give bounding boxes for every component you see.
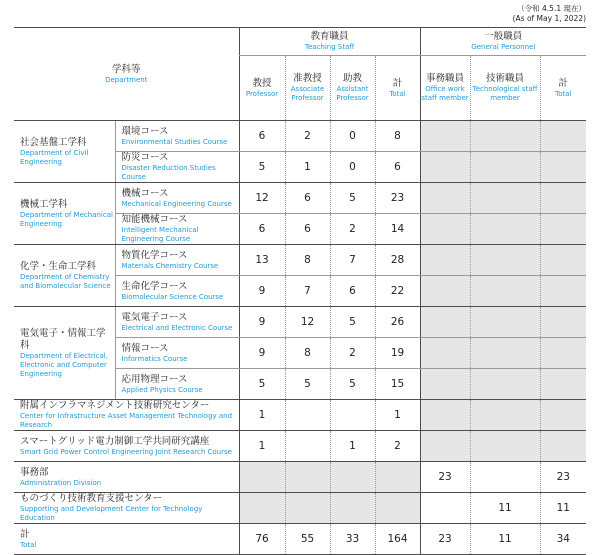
course-name: [115, 183, 239, 214]
course-name: [115, 369, 239, 400]
table-row: [14, 245, 586, 276]
column-header-3-en: Total: [389, 89, 406, 98]
column-header-6-jp: 計: [558, 77, 569, 89]
department-name-en: Department of Chemistry and Biomolecular Science: [20, 272, 111, 290]
course-name-en: Disaster Reduction Studies Course: [121, 164, 216, 181]
unit-name-en: Supporting and Development Center for Technology Education: [20, 505, 203, 522]
column-header-5-jp: 技術職員: [486, 73, 525, 84]
column-header-6: [540, 56, 586, 121]
value-cell: 22: [375, 276, 420, 307]
value-cell: 2: [285, 121, 330, 152]
total-label-en: Total: [20, 540, 37, 549]
table-row: [14, 183, 586, 214]
value-cell: [540, 369, 586, 400]
department-name: [14, 121, 115, 183]
value-cell: 6: [375, 152, 420, 183]
value-cell: 5: [239, 369, 285, 400]
column-header-1-en: Associate Professor: [290, 85, 325, 102]
course-name-en: Materials Chemistry Course: [121, 261, 219, 270]
unit-name-jp: スマートグリッド電力制御工学共同研究講座: [20, 435, 210, 447]
column-header-5-en: Technological staff member: [472, 85, 538, 102]
course-name-en: Mechanical Engineering Course: [121, 199, 232, 208]
total-label-jp: 計: [20, 528, 30, 540]
column-header-6-en: Total: [555, 89, 572, 98]
course-name: [115, 245, 239, 276]
table-row: [14, 431, 586, 462]
course-name-en: Intelligent Mechanical Engineering Course: [121, 226, 199, 243]
value-cell: 13: [239, 245, 285, 276]
as-of-date-en: (As of May 1, 2022): [512, 14, 586, 23]
value-cell: [540, 338, 586, 369]
as-of-date-jp: （令和 4.5.1 現在）: [517, 4, 586, 13]
total-value: 55: [285, 524, 330, 555]
value-cell: 5: [330, 307, 375, 338]
course-name: [115, 276, 239, 307]
value-cell: [330, 400, 375, 431]
course-name-jp: 応用物理コース: [121, 373, 188, 385]
value-cell: 7: [330, 245, 375, 276]
column-header-0: [239, 56, 285, 121]
total-value: 33: [330, 524, 375, 555]
course-name-en: Electrical and Electronic Course: [121, 323, 233, 332]
value-cell: 5: [285, 369, 330, 400]
value-cell: [420, 400, 470, 431]
course-name: [115, 152, 239, 183]
value-cell: 8: [375, 121, 420, 152]
value-cell: 23: [420, 462, 470, 493]
unit-name: [14, 493, 239, 524]
value-cell: 5: [330, 183, 375, 214]
value-cell: [540, 121, 586, 152]
value-cell: [470, 276, 540, 307]
value-cell: [470, 307, 540, 338]
department-name-jp: 化学・生命工学科: [20, 260, 97, 272]
value-cell: [540, 276, 586, 307]
value-cell: [420, 183, 470, 214]
value-cell: [285, 462, 330, 493]
unit-name: [14, 431, 239, 462]
value-cell: 12: [239, 183, 285, 214]
table-row: [14, 462, 586, 493]
course-name-jp: 機械コース: [121, 187, 169, 199]
course-name-jp: 環境コース: [121, 125, 169, 137]
value-cell: 0: [330, 121, 375, 152]
value-cell: 5: [330, 369, 375, 400]
unit-name: [14, 462, 239, 493]
value-cell: [540, 152, 586, 183]
total-value: 164: [375, 524, 420, 555]
course-name-jp: 知能機械コース: [121, 214, 188, 225]
value-cell: [420, 152, 470, 183]
table-row: [14, 400, 586, 431]
teaching-staff-header: [239, 28, 420, 56]
course-name-jp: 電気電子コース: [121, 311, 188, 323]
value-cell: [470, 462, 540, 493]
value-cell: [470, 369, 540, 400]
value-cell: [239, 493, 285, 524]
department-name: [14, 307, 115, 400]
value-cell: 23: [540, 462, 586, 493]
course-name-en: Applied Physics Course: [121, 385, 203, 394]
value-cell: 23: [375, 183, 420, 214]
value-cell: [420, 493, 470, 524]
unit-name-en: Administration Division: [20, 478, 102, 487]
value-cell: [540, 431, 586, 462]
value-cell: 6: [239, 214, 285, 245]
course-name-en: Informatics Course: [121, 354, 188, 363]
value-cell: 1: [239, 400, 285, 431]
general-header-en: General Personnel: [471, 43, 536, 51]
unit-name-jp: 事務部: [20, 466, 49, 478]
value-cell: [540, 245, 586, 276]
department-name: [14, 183, 115, 245]
department-name-en: Department of Electrical, Electronic and Computer Engineering: [20, 351, 108, 378]
course-name-jp: 防災コース: [121, 152, 169, 163]
value-cell: [470, 338, 540, 369]
value-cell: [470, 431, 540, 462]
value-cell: [420, 245, 470, 276]
course-name-jp: 情報コース: [121, 342, 169, 354]
total-value: 76: [239, 524, 285, 555]
column-header-1-jp: 准教授: [293, 73, 322, 84]
value-cell: [540, 183, 586, 214]
value-cell: 6: [239, 121, 285, 152]
course-name: [115, 307, 239, 338]
total-row: [14, 524, 586, 555]
course-name: [115, 338, 239, 369]
department-header-en: Department: [105, 75, 148, 84]
department-header-jp: 学科等: [112, 63, 141, 75]
value-cell: [540, 400, 586, 431]
course-name: [115, 121, 239, 152]
value-cell: 6: [330, 276, 375, 307]
table-row: [14, 493, 586, 524]
value-cell: [420, 214, 470, 245]
value-cell: [330, 462, 375, 493]
unit-name-en: Center for Infrastructure Asset Management Technology and Research: [20, 412, 233, 429]
department-name-jp: 電気電子・情報工学科: [20, 327, 106, 351]
department-name-jp: 機械工学科: [20, 198, 68, 210]
column-header-2-jp: 助教: [343, 73, 363, 84]
value-cell: 8: [285, 338, 330, 369]
column-header-0-en: Professor: [245, 89, 279, 98]
value-cell: 2: [375, 431, 420, 462]
unit-name-jp: ものづくり技術教育支援センター: [20, 493, 163, 504]
value-cell: 19: [375, 338, 420, 369]
value-cell: [420, 338, 470, 369]
value-cell: [420, 369, 470, 400]
value-cell: 9: [239, 307, 285, 338]
value-cell: [470, 152, 540, 183]
value-cell: 1: [239, 431, 285, 462]
value-cell: [470, 214, 540, 245]
column-header-0-jp: 教授: [252, 77, 272, 89]
value-cell: 6: [285, 214, 330, 245]
value-cell: 15: [375, 369, 420, 400]
column-header-4-en: Office work staff member: [421, 85, 469, 102]
total-value: 23: [420, 524, 470, 555]
department-name-en: Department of Civil Engineering: [20, 148, 89, 166]
column-header-3: [375, 56, 420, 121]
column-header-2-en: Assistant Professor: [336, 85, 369, 102]
value-cell: 0: [330, 152, 375, 183]
value-cell: 5: [239, 152, 285, 183]
value-cell: 8: [285, 245, 330, 276]
unit-name-en: Smart Grid Power Control Engineering Joint Research Course: [20, 447, 232, 456]
column-header-4-jp: 事務職員: [426, 73, 465, 84]
value-cell: 2: [330, 214, 375, 245]
value-cell: 9: [239, 338, 285, 369]
value-cell: [375, 462, 420, 493]
department-name-en: Department of Mechanical Engineering: [20, 210, 113, 228]
value-cell: [239, 462, 285, 493]
value-cell: [470, 183, 540, 214]
value-cell: 1: [285, 152, 330, 183]
total-value: 34: [540, 524, 586, 555]
department-name-jp: 社会基盤工学科: [20, 136, 87, 148]
course-name: [115, 214, 239, 245]
value-cell: [375, 493, 420, 524]
department-name: [14, 245, 115, 307]
table-row: [14, 307, 586, 338]
unit-name-jp: 附属インフラマネジメント技術研究センター: [20, 400, 210, 411]
general-personnel-header: [420, 28, 586, 56]
value-cell: [285, 400, 330, 431]
value-cell: [420, 431, 470, 462]
value-cell: 9: [239, 276, 285, 307]
value-cell: 12: [285, 307, 330, 338]
value-cell: [285, 431, 330, 462]
value-cell: [420, 121, 470, 152]
value-cell: 7: [285, 276, 330, 307]
value-cell: 11: [470, 493, 540, 524]
department-header: [14, 28, 239, 121]
column-header-4: [420, 56, 470, 121]
unit-name: [14, 400, 239, 431]
value-cell: 1: [375, 400, 420, 431]
staff-table: [14, 27, 586, 555]
value-cell: 26: [375, 307, 420, 338]
column-header-3-jp: 計: [392, 77, 403, 89]
value-cell: [470, 400, 540, 431]
as-of-date: [513, 4, 586, 24]
column-header-2: [330, 56, 375, 121]
value-cell: 11: [540, 493, 586, 524]
value-cell: [540, 307, 586, 338]
value-cell: [420, 307, 470, 338]
course-name-jp: 物質化学コース: [121, 249, 188, 261]
total-value: 11: [470, 524, 540, 555]
column-header-1: [285, 56, 330, 121]
value-cell: [330, 493, 375, 524]
column-header-5: [470, 56, 540, 121]
course-name-jp: 生命化学コース: [121, 280, 188, 292]
value-cell: 28: [375, 245, 420, 276]
value-cell: [470, 121, 540, 152]
value-cell: 2: [330, 338, 375, 369]
value-cell: [420, 276, 470, 307]
course-name-en: Biomolecular Science Course: [121, 292, 224, 301]
teaching-header-jp: 教育職員: [310, 31, 349, 42]
value-cell: 6: [285, 183, 330, 214]
course-name-en: Environmental Studies Course: [121, 137, 228, 146]
value-cell: [540, 214, 586, 245]
teaching-header-en: Teaching Staff: [304, 43, 355, 51]
value-cell: [470, 245, 540, 276]
table-row: [14, 121, 586, 152]
general-header-jp: 一般職員: [484, 31, 523, 42]
total-label: [14, 524, 239, 555]
value-cell: 1: [330, 431, 375, 462]
value-cell: 14: [375, 214, 420, 245]
value-cell: [285, 493, 330, 524]
